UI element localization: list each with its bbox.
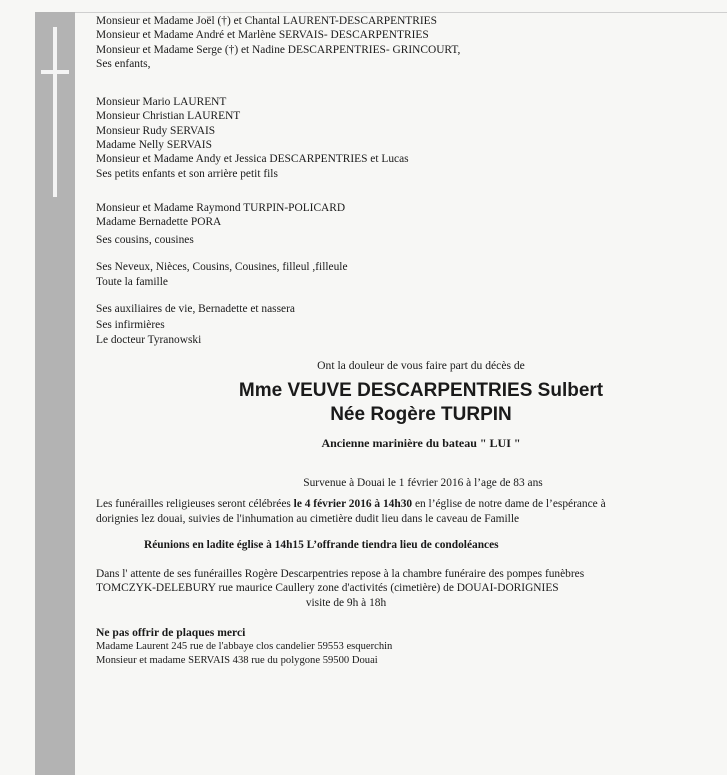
family-line: Madame Nelly SERVAIS	[96, 139, 212, 152]
family-line: Ses infirmières	[96, 318, 165, 331]
side-band	[35, 12, 75, 775]
family-line: Ses auxiliaires de vie, Bernadette et nassera	[96, 303, 295, 316]
deceased-maiden-name: Née Rogère TURPIN	[330, 403, 512, 425]
family-line: Monsieur et Madame Raymond TURPIN-POLICARD	[96, 201, 346, 214]
deceased-name: Mme VEUVE DESCARPENTRIES Sulbert	[238, 379, 604, 401]
family-line: Monsieur et Madame Serge (†) et Nadine DESCARPENTRIES- GRINCOURT,	[96, 43, 461, 56]
funeral-info	[96, 497, 716, 526]
family-line: Ses cousins, cousines	[96, 233, 194, 246]
funeral-date: le 4 février 2016 à 14h30	[293, 498, 413, 511]
death-date: Survenue à Douai le 1 février 2016 à l’age de 83 ans	[303, 476, 543, 489]
family-line: Monsieur et Madame André et Marlène SERVAIS- DESCARPENTRIES	[96, 29, 429, 42]
announcement: Ont la douleur de vous faire part du décès de	[317, 359, 525, 373]
address-line: Madame Laurent 245 rue de l'abbaye clos candelier 59553 esquerchin	[96, 641, 393, 653]
top-border	[75, 12, 727, 13]
family-line: Monsieur et Madame Joël (†) et Chantal LAURENT-DESCARPENTRIES	[96, 15, 437, 27]
address-line: Monsieur et madame SERVAIS 438 rue du polygone 59500 Douai	[96, 655, 378, 667]
funeral-text: dorignies lez douai, suivies de l'inhumation au cimetière dudit lieu dans le caveau de Famille	[96, 512, 520, 525]
funeral-home-info	[96, 567, 716, 610]
family-line: Monsieur Christian LAURENT	[96, 110, 241, 123]
family-block-children	[96, 14, 716, 71]
funeral-home-line: Dans l' attente de ses funérailles Rogère Descarpentries repose à la chambre funéraire des pompes funèbres	[96, 568, 585, 581]
obituary-text	[96, 14, 716, 668]
family-block-relatives	[96, 260, 716, 290]
family-line: Madame Bernadette PORA	[96, 216, 222, 229]
family-line: Monsieur et Madame Andy et Jessica DESCARPENTRIES et Lucas	[96, 153, 409, 166]
family-block-grandchildren	[96, 95, 716, 181]
reunion-info: Réunions en ladite église à 14h15 L’offrande tiendra lieu de condoléances	[144, 538, 499, 551]
funeral-home-line: TOMCZYK-DELEBURY rue maurice Caullery zone d'activités (cimetière) de DOUAI-DORIGNIES	[96, 582, 559, 595]
deceased-subtitle: Ancienne marinière du bateau " LUI "	[321, 435, 521, 450]
family-line: Monsieur Mario LAURENT	[96, 96, 227, 109]
family-line: Monsieur Rudy SERVAIS	[96, 124, 216, 137]
family-line: Ses petits enfants et son arrière petit fils	[96, 167, 278, 180]
family-line: Ses enfants,	[96, 57, 151, 70]
family-block-caregivers	[96, 302, 716, 347]
no-plaques-notice: Ne pas offrir de plaques merci	[96, 626, 246, 640]
funeral-text: en l’église de notre dame de l’espérance à	[412, 498, 606, 511]
visiting-hours: visite de 9h à 18h	[305, 596, 387, 609]
funeral-text: Les funérailles religieuses seront célébrées	[96, 498, 294, 511]
family-block-cousins	[96, 201, 716, 247]
family-line: Toute la famille	[96, 276, 168, 289]
family-line: Le docteur Tyranowski	[96, 334, 202, 347]
cross-icon-bar	[41, 70, 69, 74]
cross-icon	[53, 27, 57, 197]
family-line: Ses Neveux, Nièces, Cousins, Cousines, filleul ,filleule	[96, 260, 348, 273]
